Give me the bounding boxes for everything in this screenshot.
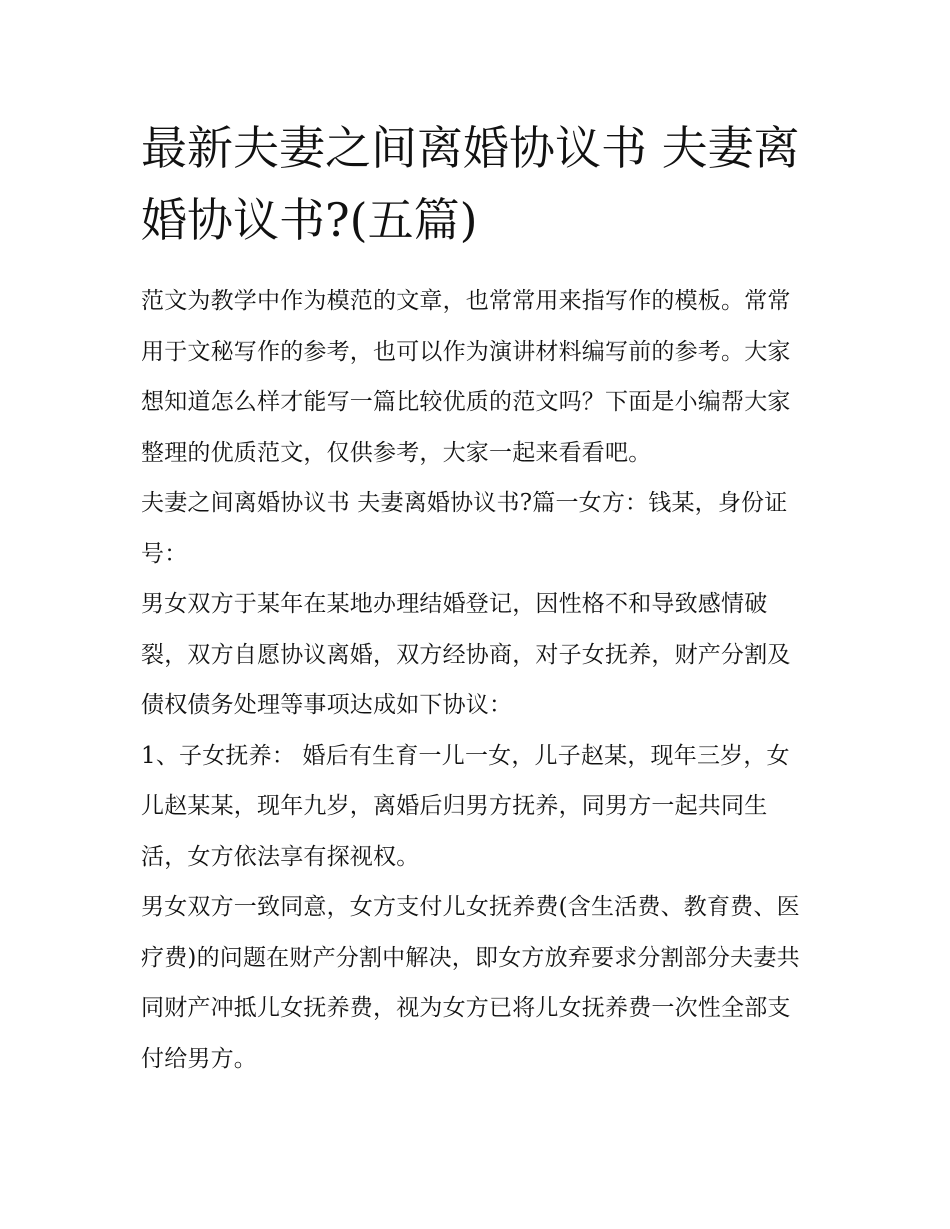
paragraph-child-support: 男女双方一致同意，女方支付儿女抚养费(含生活费、教育费、医疗费)的问题在财产分割中解决，即女方放弃要求分割部分夫妻共同财产冲抵儿女抚养费，视为女方已将儿女抚养费一次性全部支付给男方。: [141, 894, 800, 1072]
paragraph-child-custody: 1、子女抚养： 婚后有生育一儿一女，儿子赵某，现年三岁，女儿赵某某，现年九岁，离婚后归男方抚养，同男方一起共同生活，女方依法享有探视权。: [141, 742, 790, 870]
paragraph-agreement-preamble: 男女双方于某年在某地办理结婚登记，因性格不和导致感情破裂，双方自愿协议离婚，双方经协商，对子女抚养，财产分割及债权债务处理等事项达成如下协议：: [141, 591, 791, 718]
document-page: [141, 112, 811, 1084]
paragraph-intro: 范文为教学中作为模范的文章，也常常用来指写作的模板。常常用于文秘写作的参考，也可以作为演讲材料编写前的参考。大家想知道怎么样才能写一篇比较优质的范文吗？下面是小编帮大家整理的优质范文，仅供参考，大家一起来看看吧。: [141, 288, 791, 466]
document-title: 最新夫妻之间离婚协议书 夫妻离婚协议书?(五篇): [141, 121, 800, 247]
paragraph-article-heading: 夫妻之间离婚协议书 夫妻离婚协议书?篇一女方：钱某，身份证号：: [141, 490, 788, 567]
document-body: [141, 276, 811, 1084]
